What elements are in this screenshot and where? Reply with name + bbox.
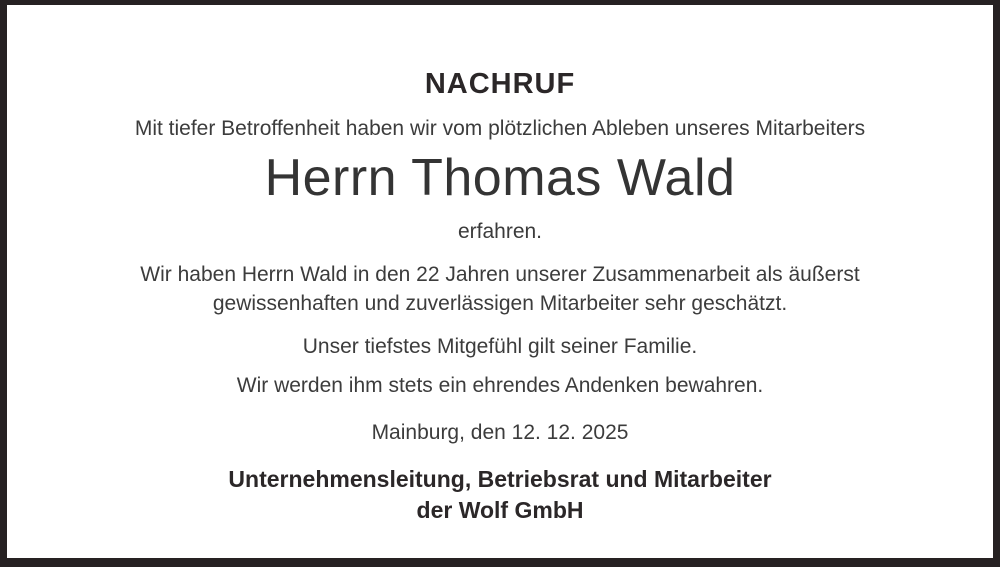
signature-line-1: Unternehmensleitung, Betriebsrat und Mitarbeiter	[228, 466, 772, 492]
deceased-name: Herrn Thomas Wald	[264, 149, 736, 207]
remembrance-line: Wir werden ihm stets ein ehrendes Andenken bewahren.	[236, 374, 764, 397]
appreciation-line-2: gewissenhaften und zuverlässigen Mitarbeiter sehr geschätzt.	[212, 292, 788, 315]
after-name-line: erfahren.	[457, 220, 543, 243]
notice-title: NACHRUF	[424, 68, 576, 100]
place-date-line: Mainburg, den 12. 12. 2025	[371, 421, 629, 444]
appreciation-paragraph	[7, 260, 993, 318]
signature-block	[7, 464, 993, 526]
obituary-content	[7, 5, 993, 558]
appreciation-line-1: Wir haben Herrn Wald in den 22 Jahren unserer Zusammenarbeit als äußerst	[140, 263, 860, 286]
signature-line-2: der Wolf GmbH	[416, 497, 584, 523]
intro-line: Mit tiefer Betroffenheit haben wir vom plötzlichen Ableben unseres Mitarbeiters	[134, 117, 866, 140]
condolence-line: Unser tiefstes Mitgefühl gilt seiner Familie.	[302, 335, 698, 358]
